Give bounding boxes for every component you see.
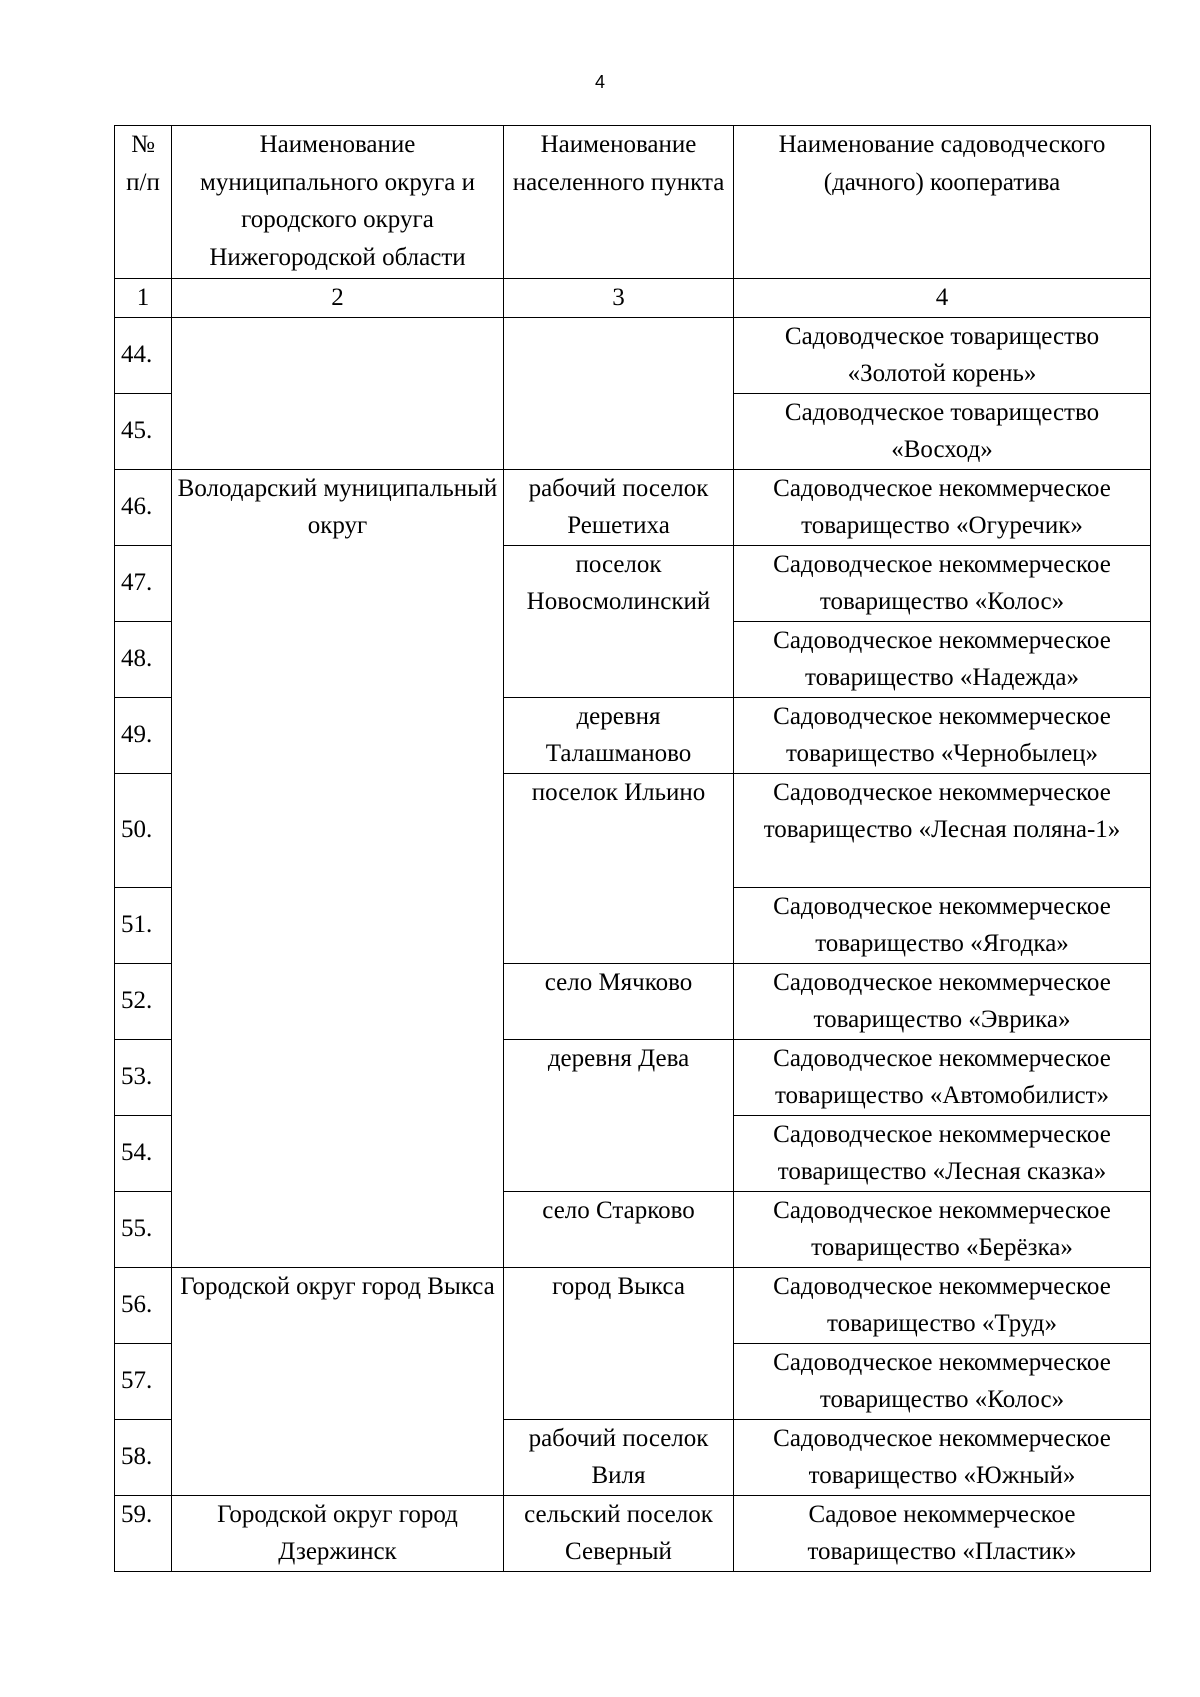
cooperative-name: Садоводческое некоммерческое товарищество «Колос» [734, 545, 1151, 621]
row-number: 50. [115, 773, 172, 887]
cooperative-name: Садоводческое товарищество «Восход» [734, 393, 1151, 469]
cooperatives-table [114, 125, 1151, 1572]
table-row [115, 469, 1151, 545]
cooperative-name: Садоводческое некоммерческое товарищество «Огуречик» [734, 469, 1151, 545]
row-number: 54. [115, 1115, 172, 1191]
column-index: 2 [172, 279, 504, 318]
cooperative-name: Садоводческое некоммерческое товарищество «Берёзка» [734, 1191, 1151, 1267]
table-row [115, 317, 1151, 393]
settlement-cell-empty [504, 317, 734, 469]
cooperative-name: Садоводческое некоммерческое товарищество «Южный» [734, 1419, 1151, 1495]
cooperative-name: Садоводческое товарищество «Золотой корень» [734, 317, 1151, 393]
settlement-name: село Старково [504, 1191, 734, 1267]
column-index: 3 [504, 279, 734, 318]
row-number: 53. [115, 1039, 172, 1115]
district-cell-empty [172, 317, 504, 469]
page-number: 4 [594, 72, 605, 92]
row-number: 55. [115, 1191, 172, 1267]
row-number: 46. [115, 469, 172, 545]
cooperative-name: Садоводческое некоммерческое товарищество «Автомобилист» [734, 1039, 1151, 1115]
cooperative-name: Садоводческое некоммерческое товарищество «Эврика» [734, 963, 1151, 1039]
column-index: 4 [734, 279, 1151, 318]
row-number: 52. [115, 963, 172, 1039]
settlement-name: поселок Новосмолинский [504, 545, 734, 697]
cooperative-name: Садоводческое некоммерческое товарищество «Надежда» [734, 621, 1151, 697]
header-number: № п/п [115, 126, 172, 279]
settlement-name: рабочий поселок Решетиха [504, 469, 734, 545]
cooperative-name: Садоводческое некоммерческое товарищество «Труд» [734, 1267, 1151, 1343]
settlement-name: город Выкса [504, 1267, 734, 1419]
column-index: 1 [115, 279, 172, 318]
row-number: 59. [115, 1495, 172, 1571]
cooperative-name: Садоводческое некоммерческое товарищество «Ягодка» [734, 887, 1151, 963]
header-cooperative: Наименование садоводческого (дачного) кооператива [734, 126, 1151, 279]
row-number: 56. [115, 1267, 172, 1343]
cooperative-name: Садовое некоммерческое товарищество «Пластик» [734, 1495, 1151, 1571]
settlement-name: рабочий поселок Виля [504, 1419, 734, 1495]
table-header-row [115, 126, 1151, 279]
row-number: 45. [115, 393, 172, 469]
cooperative-name: Садоводческое некоммерческое товарищество «Колос» [734, 1343, 1151, 1419]
row-number: 58. [115, 1419, 172, 1495]
cooperative-name: Садоводческое некоммерческое товарищество «Лесная сказка» [734, 1115, 1151, 1191]
table-row [115, 1267, 1151, 1343]
settlement-name: поселок Ильино [504, 773, 734, 963]
table-row [115, 1495, 1151, 1571]
row-number: 49. [115, 697, 172, 773]
cooperative-name: Садоводческое некоммерческое товарищество «Лесная поляна-1» [734, 773, 1151, 887]
row-number: 51. [115, 887, 172, 963]
row-number: 44. [115, 317, 172, 393]
settlement-name: деревня Дева [504, 1039, 734, 1191]
header-settlement: Наименование населенного пункта [504, 126, 734, 279]
header-district: Наименование муниципального округа и городского округа Нижегородской области [172, 126, 504, 279]
settlement-name: сельский поселок Северный [504, 1495, 734, 1571]
row-number: 47. [115, 545, 172, 621]
district-name: Городской округ город Выкса [172, 1267, 504, 1495]
cooperative-name: Садоводческое некоммерческое товарищество «Чернобылец» [734, 697, 1151, 773]
settlement-name: деревня Талашманово [504, 697, 734, 773]
district-name: Городской округ город Дзержинск [172, 1495, 504, 1571]
column-index-row [115, 279, 1151, 318]
district-name: Володарский муниципальный округ [172, 469, 504, 1267]
row-number: 57. [115, 1343, 172, 1419]
row-number: 48. [115, 621, 172, 697]
settlement-name: село Мячково [504, 963, 734, 1039]
